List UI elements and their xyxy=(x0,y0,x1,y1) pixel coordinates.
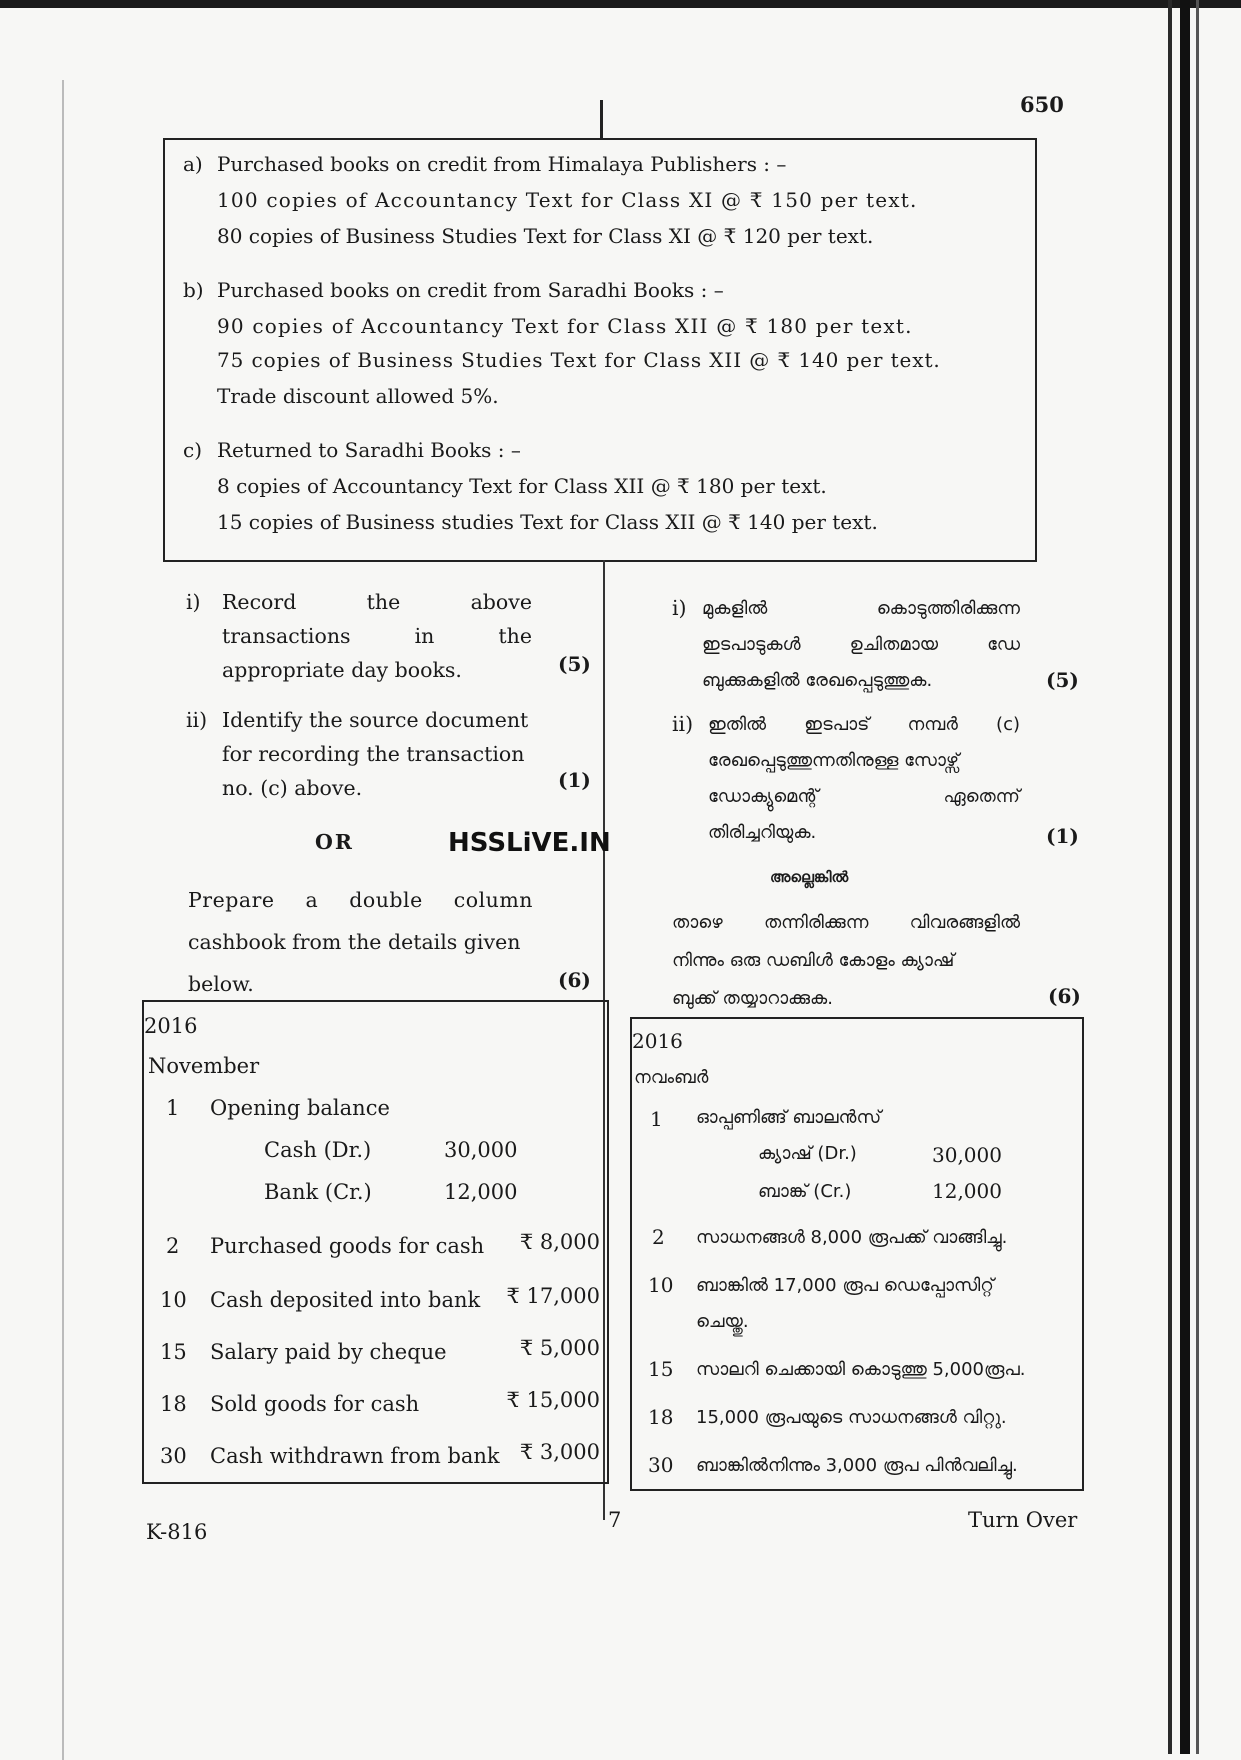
entry-day: 15 xyxy=(648,1357,674,1381)
ml-sub-ii-text: ഇതിൽ ഇടപാട് നമ്പർ (c) xyxy=(708,714,1020,735)
entry-text: Opening balance xyxy=(210,1096,390,1120)
sub-i-text: Record the above xyxy=(222,590,532,614)
sub-ii-text: no. (c) above. xyxy=(222,776,363,800)
ml-prepare-text: നിന്നും ഒരു ഡബിൾ കോളം ക്യാഷ് xyxy=(672,950,955,971)
watermark: HSSLiVE.IN xyxy=(448,828,611,858)
scan-edge-right xyxy=(1168,0,1172,1754)
sub-ii-text: for recording the transaction xyxy=(222,742,525,766)
marks: (1) xyxy=(558,768,591,792)
ml-sub-ii-text: തിരിച്ചറിയുക. xyxy=(708,822,817,843)
footer-page-number: 7 xyxy=(608,1508,622,1532)
ml-sub-i-label: i) xyxy=(672,596,687,620)
cash-details-box xyxy=(142,1000,609,1484)
prepare-text: Prepare a double column xyxy=(188,888,533,912)
entry-amount: ₹ 17,000 xyxy=(506,1284,600,1308)
entry-sub-label: Cash (Dr.) xyxy=(264,1138,372,1162)
ml-cash-details-box xyxy=(630,1017,1084,1491)
entry-day: 1 xyxy=(650,1107,663,1131)
month: November xyxy=(148,1054,260,1078)
entry-text: 15,000 രൂപയുടെ സാധനങ്ങൾ വിറ്റു. xyxy=(696,1407,1007,1428)
ml-sub-i-text: ഇടപാടുകൾ ഉചിതമായ ഡേ xyxy=(702,634,1020,655)
entry-amount: ₹ 3,000 xyxy=(519,1440,600,1464)
marks: (5) xyxy=(558,652,591,676)
year: 2016 xyxy=(144,1014,198,1038)
scan-edge-right xyxy=(1196,0,1199,1754)
marks: (6) xyxy=(1048,984,1081,1008)
item-a-line: 100 copies of Accountancy Text for Class XI @ ₹ 150 per text. xyxy=(217,188,918,212)
entry-amount: ₹ 5,000 xyxy=(519,1336,600,1360)
item-b-line: 75 copies of Business Studies Text for Class XII @ ₹ 140 per text. xyxy=(217,348,941,372)
entry-amount: 12,000 xyxy=(932,1179,1002,1203)
entry-day: 18 xyxy=(160,1392,187,1416)
entry-day: 15 xyxy=(160,1340,187,1364)
ml-sub-ii-text: ഡോക്യുമെന്റ് ഏതെന്ന് xyxy=(708,786,1020,807)
item-c-head: Returned to Saradhi Books : – xyxy=(217,438,521,462)
item-c-line: 15 copies of Business studies Text for Class XII @ ₹ 140 per text. xyxy=(217,510,878,534)
ml-sub-ii-label: ii) xyxy=(672,712,694,736)
item-a-line: 80 copies of Business Studies Text for Class XI @ ₹ 120 per text. xyxy=(217,224,874,248)
prepare-text: cashbook from the details given xyxy=(188,930,521,954)
marks: (1) xyxy=(1046,824,1079,848)
entry-text: Cash withdrawn from bank xyxy=(210,1444,500,1468)
item-c-line: 8 copies of Accountancy Text for Class XII @ ₹ 180 per text. xyxy=(217,474,827,498)
entry-amount: 30,000 xyxy=(932,1143,1002,1167)
entry-day: 10 xyxy=(160,1288,187,1312)
scan-edge-right xyxy=(1180,0,1190,1754)
ml-sub-i-text: ബുക്കുകളിൽ രേഖപ്പെടുത്തുക. xyxy=(702,670,933,691)
ml-prepare-text: താഴെ തന്നിരിക്കുന്ന വിവരങ്ങളിൽ xyxy=(672,912,1020,933)
entry-day: 1 xyxy=(166,1096,180,1120)
entry-amount: 12,000 xyxy=(444,1180,518,1204)
entry-text: Cash deposited into bank xyxy=(210,1288,481,1312)
entry-sub-label: Bank (Cr.) xyxy=(264,1180,372,1204)
month: നവംബർ xyxy=(634,1067,709,1088)
entry-text: ഓപ്പണിങ്ങ് ബാലൻസ് xyxy=(696,1107,882,1128)
entry-text: ചെയ്തു. xyxy=(696,1311,749,1332)
column-mark xyxy=(600,100,603,140)
item-b-head: Purchased books on credit from Saradhi Books : – xyxy=(217,278,724,302)
entry-text: Purchased goods for cash xyxy=(210,1234,485,1258)
entry-amount: 30,000 xyxy=(444,1138,518,1162)
sub-i-label: i) xyxy=(186,590,201,614)
marks: (6) xyxy=(558,968,591,992)
entry-day: 2 xyxy=(166,1234,180,1258)
entry-text: Sold goods for cash xyxy=(210,1392,420,1416)
entry-text: സാലറി ചെക്കായി കൊടുത്തു 5,000രൂപ. xyxy=(696,1359,1026,1380)
item-c-label: c) xyxy=(183,438,203,462)
sub-i-text: appropriate day books. xyxy=(222,658,462,682)
paper-code: K-816 xyxy=(146,1520,208,1544)
turn-over: Turn Over xyxy=(968,1508,1078,1532)
scan-edge-left xyxy=(62,80,64,1760)
item-b-line: Trade discount allowed 5%. xyxy=(217,384,499,408)
entry-text: ബാങ്കിൽ 17,000 രൂപ ഡെപ്പോസിറ്റ് xyxy=(696,1275,994,1296)
question-box xyxy=(163,138,1037,562)
prepare-text: below. xyxy=(188,972,254,996)
year: 2016 xyxy=(632,1029,683,1053)
entry-day: 30 xyxy=(160,1444,187,1468)
entry-day: 10 xyxy=(648,1273,674,1297)
ml-prepare-text: ബുക്ക് തയ്യാറാക്കുക. xyxy=(672,988,833,1009)
ml-sub-ii-text: രേഖപ്പെടുത്തുന്നതിനുള്ള സോഴ്സ് xyxy=(708,750,960,771)
sub-ii-label: ii) xyxy=(186,708,208,732)
sub-i-text: transactions in the xyxy=(222,624,532,648)
entry-amount: ₹ 15,000 xyxy=(506,1388,600,1412)
entry-sub-label: ക്യാഷ് (Dr.) xyxy=(758,1143,857,1164)
scan-edge-top xyxy=(0,0,1241,8)
entry-text: സാധനങ്ങൾ 8,000 രൂപക്ക് വാങ്ങിച്ചു. xyxy=(696,1227,1008,1248)
marks: (5) xyxy=(1046,668,1079,692)
entry-amount: ₹ 8,000 xyxy=(519,1230,600,1254)
entry-text: Salary paid by cheque xyxy=(210,1340,447,1364)
ml-sub-i-text: മുകളിൽ കൊടുത്തിരിക്കുന്ന xyxy=(702,598,1020,619)
entry-sub-label: ബാങ്ക് (Cr.) xyxy=(758,1181,852,1202)
page-number: 650 xyxy=(1020,92,1064,117)
entry-day: 30 xyxy=(648,1453,674,1477)
entry-day: 18 xyxy=(648,1405,674,1429)
item-a-head: Purchased books on credit from Himalaya Publishers : – xyxy=(217,152,787,176)
item-a-label: a) xyxy=(183,152,203,176)
item-b-label: b) xyxy=(183,278,204,302)
ml-or-separator: അല്ലെങ്കിൽ xyxy=(770,868,849,886)
or-separator: OR xyxy=(315,830,354,854)
item-b-line: 90 copies of Accountancy Text for Class XII @ ₹ 180 per text. xyxy=(217,314,913,338)
entry-day: 2 xyxy=(652,1225,665,1249)
sub-ii-text: Identify the source document xyxy=(222,708,529,732)
entry-text: ബാങ്കിൽനിന്നും 3,000 രൂപ പിൻവലിച്ചു. xyxy=(696,1455,1018,1476)
